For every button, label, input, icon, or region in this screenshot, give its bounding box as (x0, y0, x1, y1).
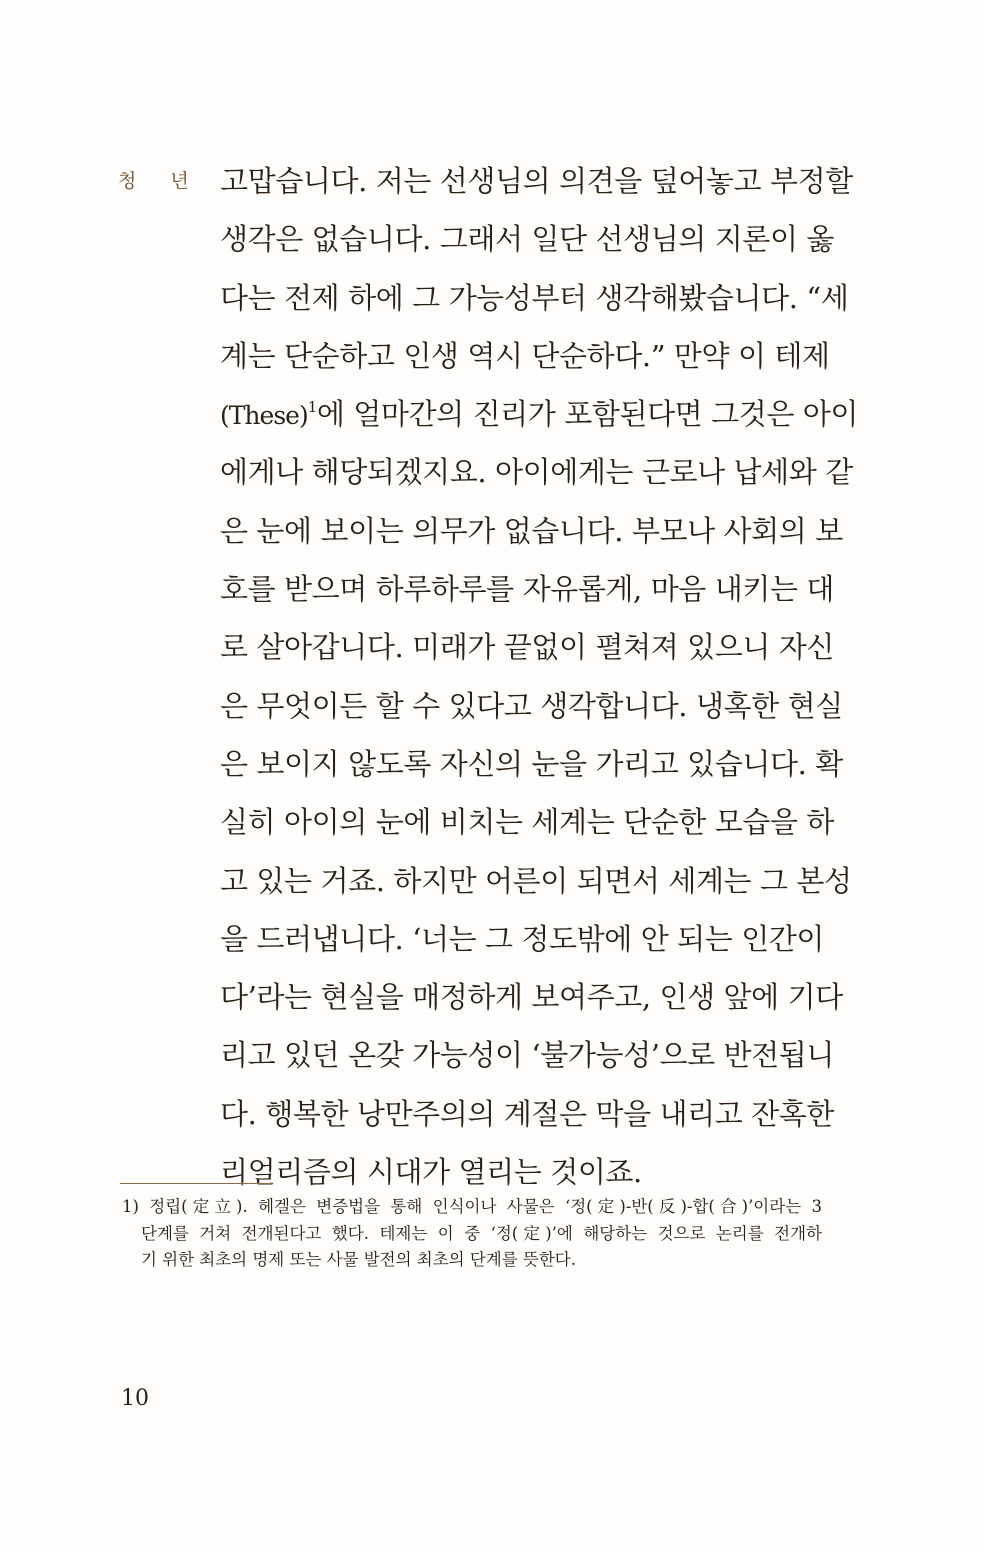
body-line: 계는 단순하고 인생 역시 단순하다.” 만약 이 테제 (220, 338, 830, 373)
body-line: 리얼리즘의 시대가 열리는 것이죠. (220, 1155, 642, 1190)
body-line: 호를 받으며 하루하루를 자유롭게, 마음 내키는 대 (220, 572, 835, 607)
body-line: 에게나 해당되겠지요. 아이에게는 근로나 납세와 같 (220, 455, 853, 490)
footnote-ref[interactable]: 1 (307, 398, 317, 417)
footnote-line: 기 위한 최초의 명제 또는 사물 발전의 최초의 단계를 뜻한다. (141, 1250, 576, 1269)
page-number: 10 (121, 1386, 149, 1411)
body-line: 실히 아이의 눈에 비치는 세계는 단순한 모습을 하 (220, 805, 835, 840)
footnote-line: 단계를 거쳐 전개된다고 했다. 테제는 이 중 ‘정(定)’에 해당하는 것으로 논리를 전개하 (141, 1223, 822, 1243)
body-line: 다. 행복한 낭만주의의 계절은 막을 내리고 잔혹한 (220, 1096, 835, 1131)
body-line: 다는 전제 하에 그 가능성부터 생각해봤습니다. “세 (220, 280, 849, 315)
speaker-label: 청 년 (118, 170, 203, 192)
body-line: 리고 있던 온갖 가능성이 ‘불가능성’으로 반전됩니 (220, 1038, 835, 1073)
body-line: 은 눈에 보이는 의무가 없습니다. 부모나 사회의 보 (220, 513, 843, 548)
body-line-rest: 에 얼마간의 진리가 포함된다면 그것은 아이 (316, 397, 859, 432)
dialogue-body (220, 152, 859, 1201)
footnote-line: 1) 정립(定立). 헤겔은 변증법을 통해 인식이나 사물은 ‘정(定)-반(反)-합(合)’이라는 3 (122, 1197, 822, 1216)
body-line: 은 무엇이든 할 수 있다고 생각합니다. 냉혹한 현실 (220, 688, 843, 723)
body-line-with-footnote-ref (220, 385, 859, 443)
body-line: 생각은 없습니다. 그래서 일단 선생님의 지론이 옳 (220, 222, 835, 257)
footnote (122, 1194, 822, 1274)
body-line: 다’라는 현실을 매정하게 보여주고, 인생 앞에 기다 (220, 980, 843, 1015)
footnote-divider (120, 1183, 272, 1184)
body-line: 을 드러냅니다. ‘너는 그 정도밖에 안 되는 인간이 (220, 921, 825, 956)
body-line: 로 살아갑니다. 미래가 끝없이 펼쳐져 있으니 자신 (220, 630, 835, 665)
body-line: 고 있는 거죠. 하지만 어른이 되면서 세계는 그 본성 (220, 863, 852, 898)
body-line: 은 보이지 않도록 자신의 눈을 가리고 있습니다. 확 (220, 746, 843, 781)
these-term: (These) (220, 401, 308, 431)
body-line: 고맙습니다. 저는 선생님의 의견을 덮어놓고 부정할 (220, 164, 853, 198)
